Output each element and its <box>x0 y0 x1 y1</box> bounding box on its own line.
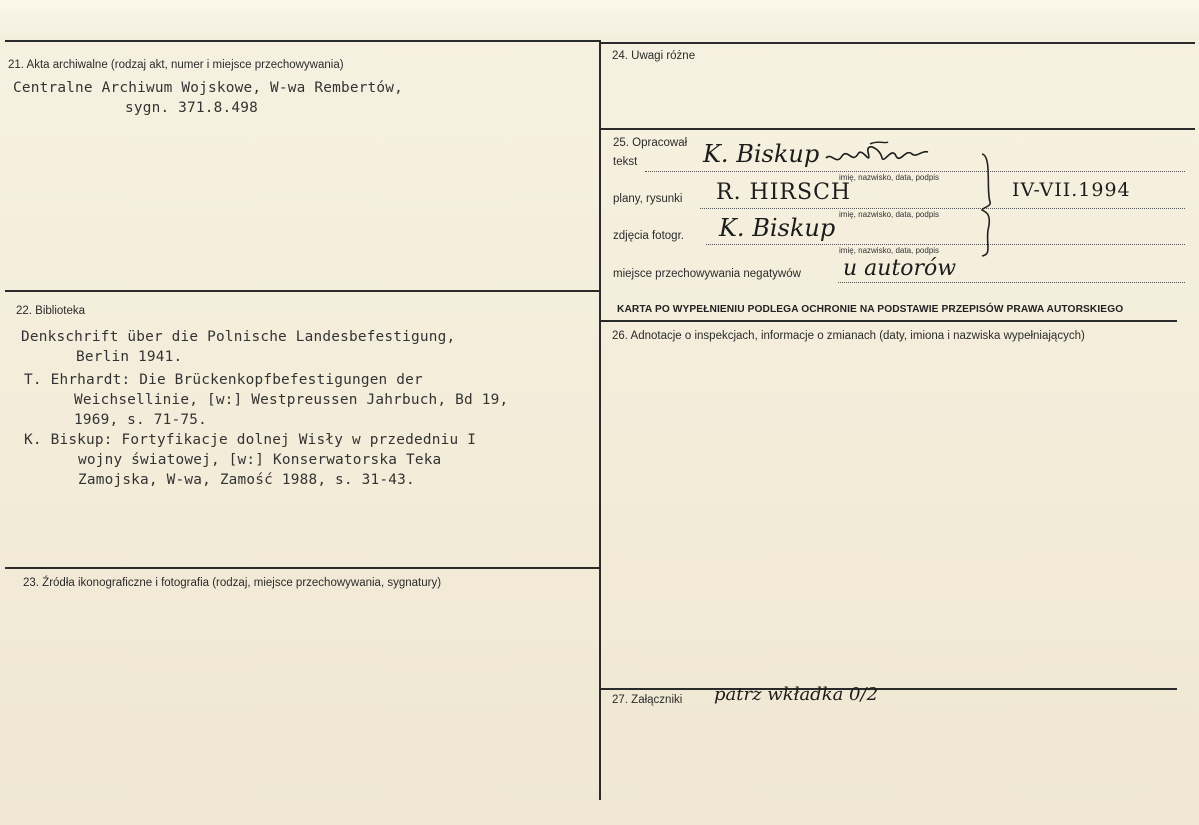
bibliography-line-6: K. Biskup: Fortyfikacje dolnej Wisły w przededniu I <box>24 432 477 448</box>
copyright-notice: KARTA PO WYPEŁNIENIU PODLEGA OCHRONIE NA PODSTAWIE PRZEPISÓW PRAWA AUTORSKIEGO <box>617 304 1124 315</box>
section-21-label: 21. Akta archiwalne (rodzaj akt, numer i miejsce przechowywania) <box>8 59 344 71</box>
bibliography-line-8: Zamojska, W-wa, Zamość 1988, s. 31-43. <box>78 472 415 488</box>
tekst-signature <box>822 138 932 172</box>
divider-25-26 <box>601 320 1177 322</box>
negatives-value: u autorów <box>843 256 957 281</box>
bibliography-line-2: Berlin 1941. <box>76 349 183 365</box>
names-brace <box>978 150 998 260</box>
tekst-caption: imię, nazwisko, data, podpis <box>839 173 940 182</box>
section-23-label: 23. Źródła ikonograficzne i fotografia (rodzaj, miejsce przechowywania, sygnatury) <box>23 577 442 589</box>
zdjecia-label: zdjęcia fotogr. <box>613 230 684 242</box>
plany-caption: imię, nazwisko, data, podpis <box>839 210 940 219</box>
section-26-label: 26. Adnotacje o inspekcjach, informacje o zmianach (daty, imiona i nazwiska wypełniających) <box>612 330 1085 342</box>
plany-label: plany, rysunki <box>613 193 683 205</box>
tekst-label: tekst <box>613 156 638 168</box>
zdjecia-caption: imię, nazwisko, data, podpis <box>839 246 940 255</box>
bibliography-line-1: Denkschrift über die Polnische Landesbefestigung, <box>21 329 456 345</box>
bibliography-line-3: T. Ehrhardt: Die Brückenkopfbefestigungen der <box>24 372 423 388</box>
section-22-label: 22. Biblioteka <box>16 305 86 317</box>
section-25-label: 25. Opracował <box>613 137 688 149</box>
bibliography-line-5: 1969, s. 71-75. <box>74 412 207 428</box>
divider-22-23 <box>5 567 599 569</box>
negatives-label: miejsce przechowywania negatywów <box>613 268 801 280</box>
divider-24-25 <box>601 128 1195 130</box>
bibliography-line-7: wojny światowej, [w:] Konserwatorska Teka <box>78 452 442 468</box>
bibliography-line-4: Weichsellinie, [w:] Westpreussen Jahrbuch, Bd 19, <box>74 392 509 408</box>
attachments-value: patrz wkładka 0/2 <box>714 684 879 705</box>
card-top-fold <box>0 0 1199 40</box>
zdjecia-line <box>706 244 1185 245</box>
section-27-label: 27. Załączniki <box>612 694 683 706</box>
section-24-label: 24. Uwagi różne <box>612 50 696 62</box>
work-date: IV-VII.1994 <box>1012 179 1131 201</box>
plany-line <box>700 208 1185 209</box>
zdjecia-value: K. Biskup <box>719 214 836 242</box>
negatives-line <box>838 282 1185 283</box>
section-21-line-1: Centralne Archiwum Wojskowe, W-wa Rembertów, <box>13 80 404 96</box>
top-border-left <box>5 40 601 42</box>
section-21-line-2: sygn. 371.8.498 <box>125 100 258 116</box>
divider-26-27 <box>601 688 1177 690</box>
divider-21-22 <box>5 290 599 292</box>
plany-value: R. HIRSCH <box>716 180 852 205</box>
top-border-right <box>601 42 1195 44</box>
tekst-value: K. Biskup <box>703 140 820 168</box>
center-divider <box>599 40 601 800</box>
